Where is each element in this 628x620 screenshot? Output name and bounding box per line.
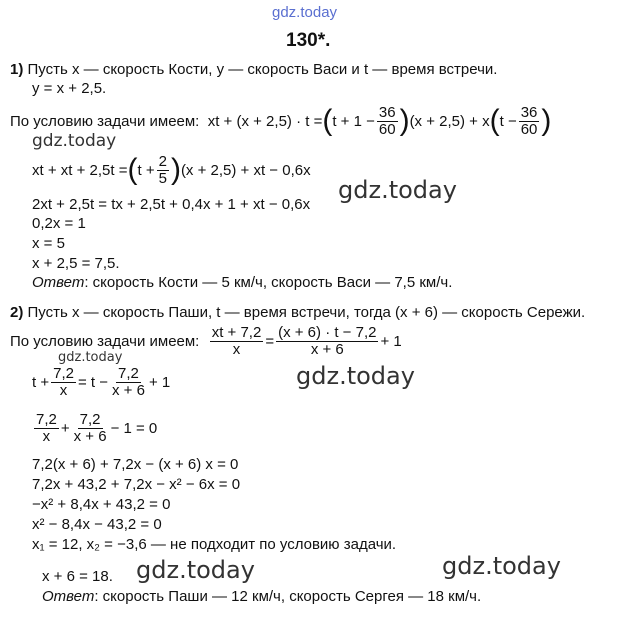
part2-line7: x² − 8,4x − 43,2 = 0 (32, 516, 162, 533)
part2-intro: Пусть x — скорость Паши, t — время встречи, тогда (x + 6) — скорость Сережи. (27, 304, 586, 321)
l2-end: + 1 (148, 373, 171, 391)
part1-line6: x + 2,5 = 7,5. (32, 255, 120, 272)
part1-intro: Пусть x — скорость Кости, y — скорость Васи и t — время встречи. (27, 61, 498, 78)
frac-den: x (42, 427, 51, 445)
part1-line2-right: (x + 2,5) + xt − 0,6x (180, 161, 311, 179)
l3-end: − 1 = 0 (110, 419, 158, 437)
frac-num: 7,2 (53, 364, 74, 382)
part1-cond-left: xt + (x + 2,5) · t = (207, 112, 323, 130)
frac-den: x (59, 381, 68, 399)
fraction-72-x6-b (72, 412, 109, 445)
paren-close: ) (399, 104, 410, 137)
part1-label: 1) (10, 61, 24, 78)
frac-num: 36 (520, 103, 538, 121)
watermark: gdz.today (442, 552, 561, 580)
part1-eq-y: y = x + 2,5. (32, 80, 107, 97)
frac-num: 7,2 (36, 410, 57, 428)
fraction-2-5 (157, 154, 169, 187)
frac-den: 60 (520, 120, 538, 138)
paren-open: ( (489, 104, 500, 137)
frac-num: 2 (158, 152, 167, 170)
part1-cond-p2-pre: t − (499, 112, 517, 130)
fraction-f1 (210, 325, 264, 358)
part1-answer (32, 274, 452, 291)
answer-label: Ответ (42, 588, 95, 605)
watermark: gdz.today (32, 131, 117, 151)
part1-intro-line (10, 61, 497, 78)
frac-num: xt + 7,2 (211, 323, 262, 341)
frac-num: 7,2 (118, 364, 139, 382)
problem-number: 130*. (286, 30, 331, 51)
part2-intro-line (10, 304, 585, 321)
fraction-36-60-a (377, 105, 398, 138)
part2-cond-label: По условию задачи имеем: (10, 332, 200, 350)
frac-num: 7,2 (79, 410, 101, 428)
watermark: gdz.today (296, 362, 415, 390)
frac-num: (x + 6) · t − 7,2 (278, 323, 377, 341)
part1-line5: x = 5 (32, 235, 65, 252)
part1-line4: 0,2x = 1 (32, 215, 86, 232)
paren-close: ) (541, 104, 552, 137)
plus-one: + 1 (380, 332, 402, 350)
frac-den: 5 (158, 169, 167, 187)
frac-den: x + 6 (73, 427, 107, 445)
part1-line3: 2xt + 2,5t = tx + 2,5t + 0,4x + 1 + xt − 0,6x (32, 196, 311, 213)
part2-label: 2) (10, 304, 24, 321)
part1-line2-left: xt + xt + 2,5t = (32, 161, 128, 179)
watermark-top: gdz.today (272, 4, 338, 21)
fraction-72-x (51, 366, 76, 399)
part1-line2-pre: t + (137, 161, 155, 179)
paren-open: ( (127, 153, 138, 186)
watermark: gdz.today (58, 350, 123, 365)
answer-label: Ответ (32, 274, 85, 291)
watermark: gdz.today (136, 556, 255, 584)
fraction-72-x-b (34, 412, 59, 445)
part1-cond-label: По условию задачи имеем: (10, 112, 200, 130)
part2-line6: −x² + 8,4x + 43,2 = 0 (32, 496, 171, 513)
paren-open: ( (322, 104, 333, 137)
part2-line8: x₁ = 12, x₂ = −3,6 — не подходит по условию задачи. (32, 536, 397, 553)
part2-answer (42, 588, 481, 605)
fraction-36-60-b (519, 105, 540, 138)
l2-t: t + (32, 373, 50, 391)
answer-text: : скорость Паши — 12 км/ч, скорость Сергея — 18 км/ч. (94, 588, 482, 605)
part1-cond-p1-pre: t + 1 − (332, 112, 375, 130)
l3-plus: + (60, 419, 70, 437)
part2-line2 (32, 362, 170, 402)
fraction-72-x6 (110, 366, 147, 399)
l2-mid: = t − (77, 373, 108, 391)
answer-text: : скорость Кости — 5 км/ч, скорость Васи — 7,5 км/ч. (84, 274, 453, 291)
watermark: gdz.today (338, 176, 457, 204)
part2-line9: x + 6 = 18. (42, 568, 113, 585)
part2-line5: 7,2x + 43,2 + 7,2x − x² − 6x = 0 (32, 476, 241, 493)
part1-cond-mid: (x + 2,5) + x (409, 112, 490, 130)
fraction-f2 (276, 325, 378, 358)
frac-num: 36 (378, 103, 396, 121)
part2-line4: 7,2(x + 6) + 7,2x − (x + 6) x = 0 (32, 456, 239, 473)
paren-close: ) (170, 153, 181, 186)
equals-sign: = (265, 332, 275, 350)
part1-line2 (32, 150, 311, 190)
frac-den: x + 6 (310, 340, 344, 358)
frac-den: x (232, 340, 241, 358)
part2-line3 (32, 408, 157, 448)
frac-den: x + 6 (112, 381, 145, 399)
frac-den: 60 (378, 120, 396, 138)
